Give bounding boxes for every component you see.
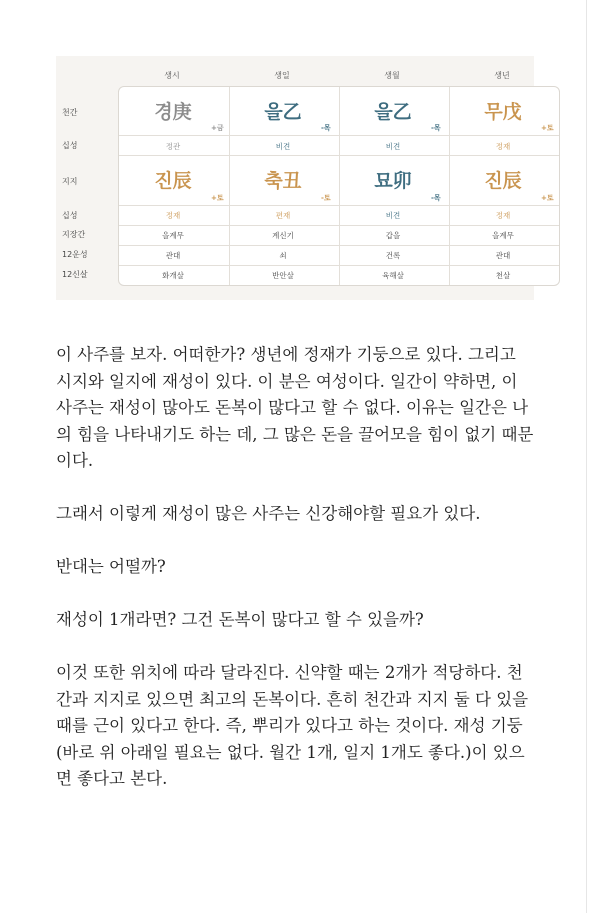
- saju-table: [118, 86, 560, 286]
- sipseong-top-year: 정재: [495, 142, 511, 151]
- column-header-month: 생월: [384, 71, 400, 80]
- jiji-year: 진辰: [484, 170, 522, 192]
- sipseong-top-hour: 정관: [165, 142, 181, 151]
- sinsal-year: 천살: [495, 271, 511, 280]
- column-header-year: 생년: [494, 71, 510, 80]
- saju-chart-image: [56, 56, 554, 300]
- row-divider: [119, 135, 559, 136]
- cheongan-hour: 경庚: [154, 101, 192, 123]
- unseong-day: 쇠: [279, 251, 287, 260]
- row-label-sipseong-bottom: 십성: [62, 211, 78, 220]
- cheongan-hour-element: +금: [211, 124, 224, 132]
- row-label-jijanggan: 지장간: [62, 230, 86, 239]
- paragraph: 이 사주를 보자. 어떠한가? 생년에 정재가 기둥으로 있다. 그리고 시지와 일지에 재성이 있다. 이 분은 여성이다. 일간이 약하면, 이 사주는 재성이 많아도 돈복이 많다고 할 수 없다. 이유는 일간은 나의 힘을 나타내기도 하는 데, 그 많은 돈을 끌어모을 힘이 없기 때문이다.: [56, 345, 534, 470]
- unseong-month: 건록: [385, 251, 401, 260]
- sipseong-top-day: 비견: [275, 142, 291, 151]
- cheongan-day-element: -목: [321, 124, 331, 132]
- jiji-hour: 진辰: [154, 170, 192, 192]
- row-divider: [119, 245, 559, 246]
- cheongan-year: 무戊: [484, 101, 522, 123]
- row-label-sinsal: 12신살: [62, 270, 88, 279]
- row-label-sipseong-top: 십성: [62, 141, 78, 150]
- unseong-hour: 관대: [165, 251, 181, 260]
- page-edge-line: [586, 0, 587, 913]
- column-header-day: 생일: [274, 71, 290, 80]
- cheongan-month: 을乙: [374, 101, 412, 123]
- jijanggan-month: 갑을: [385, 231, 401, 240]
- paragraph: 반대는 어떨까?: [56, 557, 166, 576]
- jiji-day-element: -토: [321, 194, 331, 202]
- jijanggan-hour: 을계무: [162, 231, 184, 240]
- article-body: [56, 342, 534, 819]
- cheongan-month-element: -목: [431, 124, 441, 132]
- sipseong-top-month: 비견: [385, 142, 401, 151]
- sinsal-hour: 화개살: [162, 271, 184, 280]
- sipseong-bottom-year: 정재: [495, 211, 511, 220]
- cheongan-year-element: +토: [541, 124, 554, 132]
- row-label-unseong: 12운성: [62, 250, 88, 259]
- jiji-day: 축丑: [264, 170, 302, 192]
- row-divider: [119, 205, 559, 206]
- row-divider: [119, 225, 559, 226]
- paragraph: 그래서 이렇게 재성이 많은 사주는 신강해야할 필요가 있다.: [56, 504, 481, 523]
- sinsal-month: 육해살: [382, 271, 404, 280]
- row-divider: [119, 155, 559, 156]
- paragraph: 재성이 1개라면? 그건 돈복이 많다고 할 수 있을까?: [56, 610, 424, 629]
- row-label-cheongan: 천간: [62, 108, 78, 117]
- cheongan-day: 을乙: [264, 101, 302, 123]
- row-label-jiji: 지지: [62, 177, 78, 186]
- sipseong-bottom-month: 비견: [385, 211, 401, 220]
- jijanggan-day: 계신기: [272, 231, 294, 240]
- jiji-month-element: -목: [431, 194, 441, 202]
- jiji-hour-element: +토: [211, 194, 224, 202]
- paragraph: 이것 또한 위치에 따라 달라진다. 신약할 때는 2개가 적당하다. 천간과 지지로 있으면 최고의 돈복이다. 흔히 천간과 지지 둘 다 있을 때를 근이 있다고 한다. 즉, 뿌리가 있다고 하는 것이다. 재성 기둥 (바로 위 아래일 필요는 없다. 월간 1개, 일지 1개도 좋다.)이 있으면 좋다고 본다.: [56, 663, 529, 788]
- jiji-month: 묘卯: [374, 170, 412, 192]
- sipseong-bottom-day: 편재: [275, 211, 291, 220]
- sinsal-day: 반안살: [272, 271, 294, 280]
- row-divider: [119, 265, 559, 266]
- column-header-hour: 생시: [164, 71, 180, 80]
- sipseong-bottom-hour: 정재: [165, 211, 181, 220]
- jijanggan-year: 을계무: [492, 231, 514, 240]
- unseong-year: 관대: [495, 251, 511, 260]
- jiji-year-element: +토: [541, 194, 554, 202]
